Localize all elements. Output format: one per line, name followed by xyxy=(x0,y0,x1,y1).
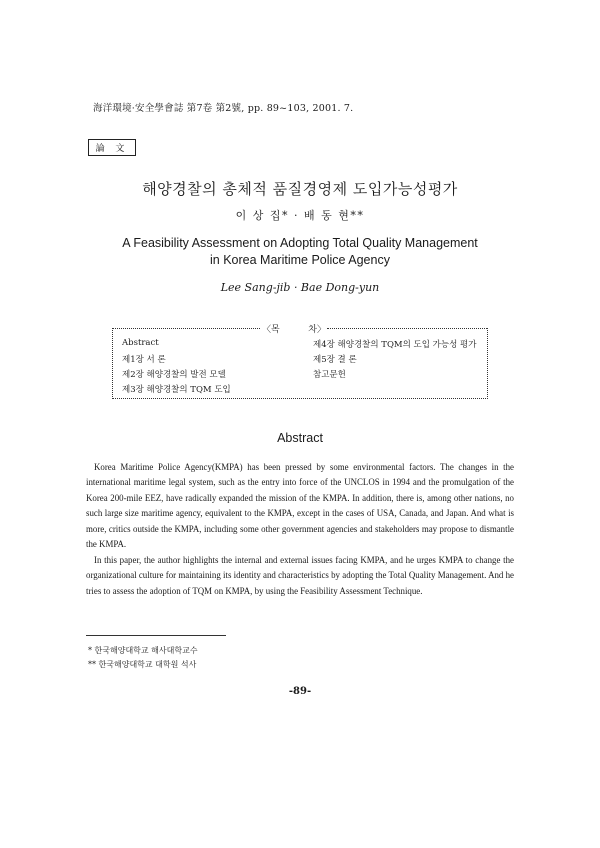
toc-heading-left: 〈목 xyxy=(262,325,280,335)
authors-korean: 이 상 집* · 배 동 현** xyxy=(235,209,365,222)
abstract-heading: Abstract xyxy=(277,431,323,445)
section-label: 論 文 xyxy=(88,139,136,156)
toc-item: 제4장 해양경찰의 TQM의 도입 가능성 평가 xyxy=(313,340,477,350)
toc-heading xyxy=(262,322,326,335)
authors-english: Lee Sang-jib · Bae Dong-yun xyxy=(220,281,380,294)
paper-title-korean: 해양경찰의 총체적 품질경영제 도입가능성평가 xyxy=(142,180,458,198)
toc-item: Abstract xyxy=(122,338,159,348)
page-number: -89- xyxy=(288,686,312,697)
toc-item: 참고문헌 xyxy=(313,370,346,380)
toc-heading-right: 차〉 xyxy=(308,325,326,335)
toc-item: 제5장 결 론 xyxy=(313,355,357,365)
abstract-paragraph: In this paper, the author highlights the internal and external issues facing KMPA, and he urges KMPA to change the organizational culture for maintaining its identity and characteristics by adopting the Total Quality Management. And he tries to assess the adoption of TQM on KMPA, by using the Feasibility Assessment Technique. xyxy=(86,555,514,596)
paper-title-english-line1: A Feasibility Assessment on Adopting Total Quality Management xyxy=(122,236,478,250)
abstract-paragraph: Korea Maritime Police Agency(KMPA) has been pressed by some environmental factors. The changes in the international maritime legal system, such as the entry into force of the UNCLOS in 1994 and the promulgation of the Korea 200-mile EEZ, have radically expanded the mission of the KMPA. In addition, there is, among other nations, no such large size maritime agency, equivalent to the KMPA, except in the cases of USA, Canada, and Japan. And what is more, critics outside the KMPA, including some other government agencies and stakeholders may propose to dismantle the KMPA. xyxy=(86,462,514,550)
journal-header: 海洋環境·安全學會誌 第7卷 第2號, pp. 89~103, 2001. 7. xyxy=(93,103,354,114)
toc-item: 제2장 해양경찰의 발전 모델 xyxy=(122,370,226,380)
footnote: * 한국해양대학교 해사대학교수 xyxy=(88,646,198,655)
footnote: ** 한국해양대학교 대학원 석사 xyxy=(88,660,197,669)
toc-border-right xyxy=(327,328,487,329)
paper-title-english-line2: in Korea Maritime Police Agency xyxy=(210,253,390,267)
toc-item: 제3장 해양경찰의 TQM 도입 xyxy=(122,385,231,395)
toc-item: 제1장 서 론 xyxy=(122,355,166,365)
toc-border-left xyxy=(112,328,260,329)
footnote-divider xyxy=(86,635,226,636)
